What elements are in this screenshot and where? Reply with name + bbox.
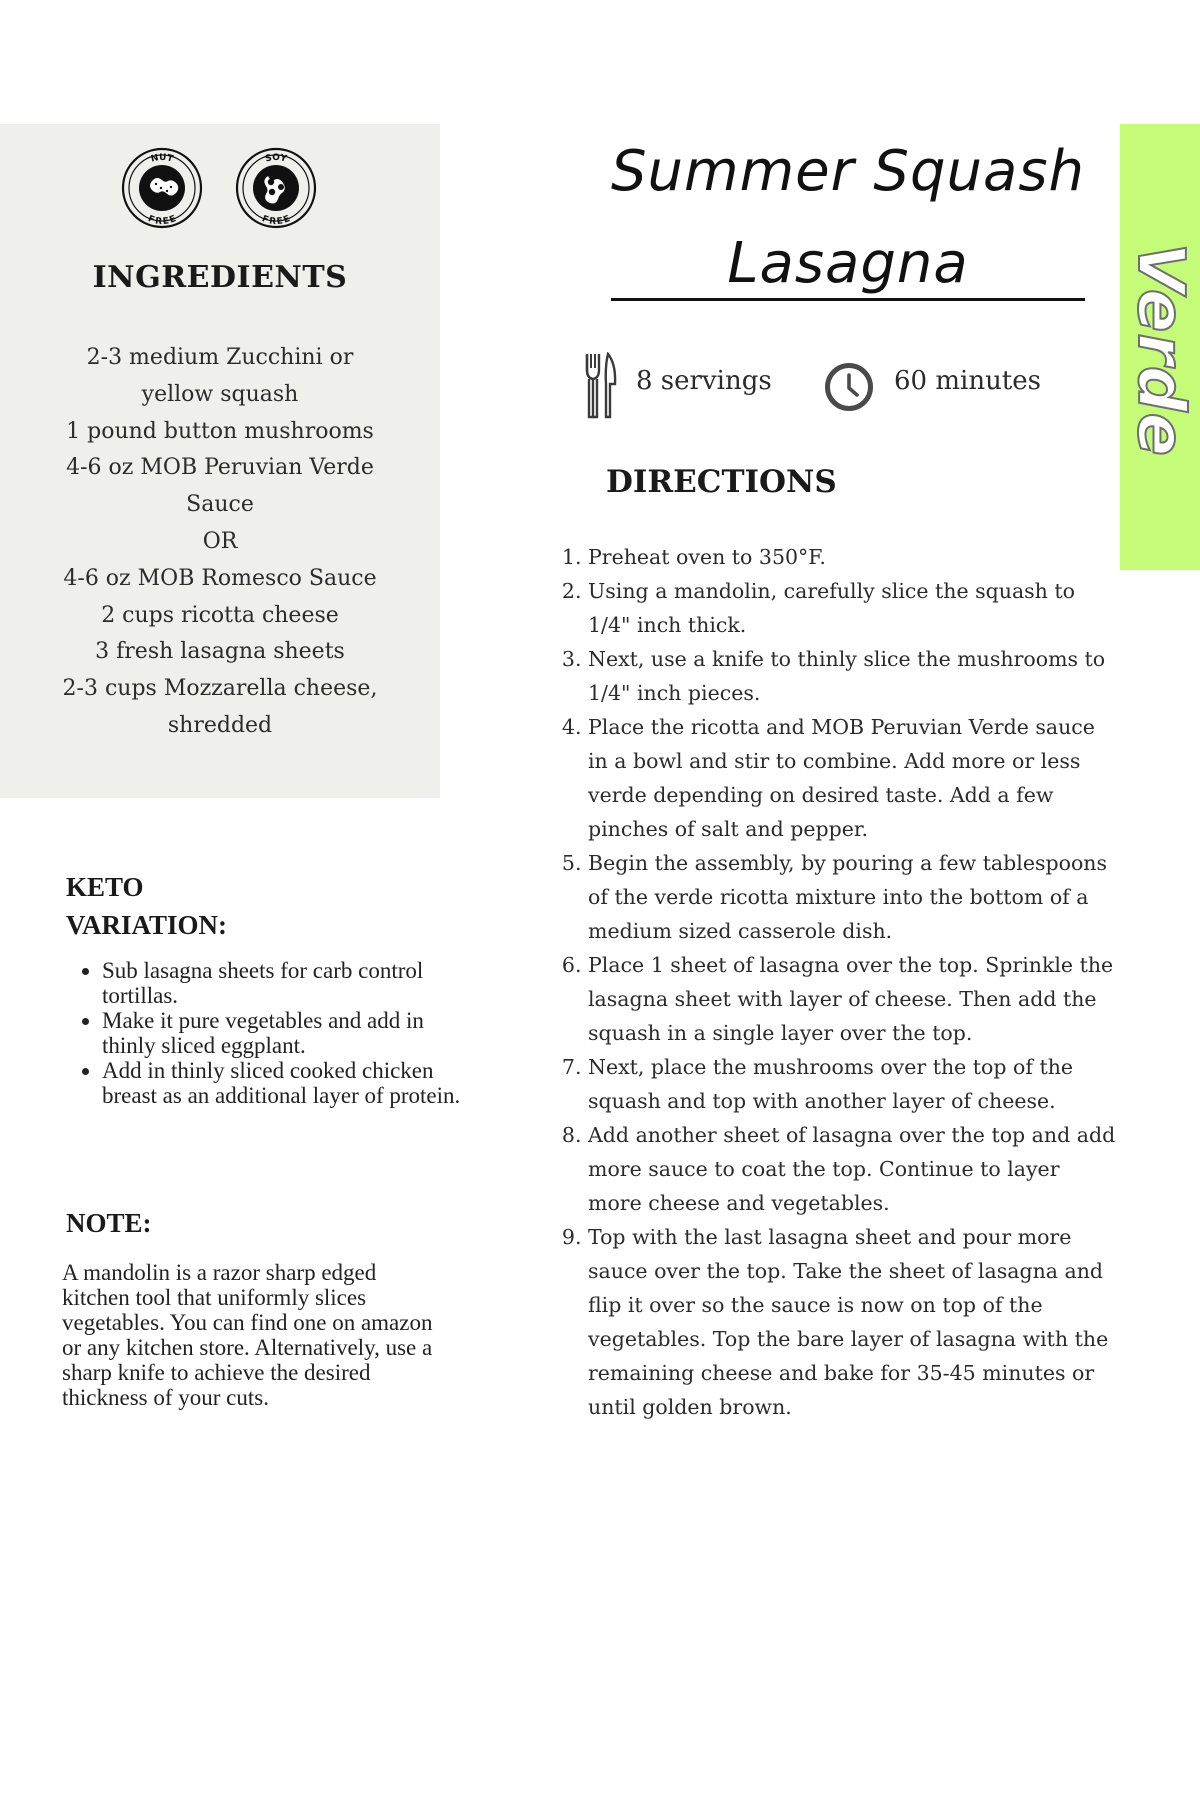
svg-text:FREE: [260, 214, 291, 227]
ingredient-line: 3 fresh lasagna sheets: [95, 639, 345, 665]
time-label: 60 minutes: [894, 366, 1041, 396]
direction-step: 5. Begin the assembly, by pouring a few tablespoons of the verde ricotta mixture into the bottom of a medium sized casserole dish.: [588, 846, 1116, 948]
recipe-title-line: Summer Squash: [611, 139, 1085, 204]
direction-step: 7. Next, place the mushrooms over the top of the squash and top with another layer of cheese.: [588, 1050, 1116, 1118]
fork-knife-icon: [584, 352, 618, 420]
keto-list-item: • Make it pure vegetables and add in thinly sliced eggplant.: [102, 1008, 474, 1058]
soy-free-badge: [234, 146, 318, 230]
direction-step: 3. Next, use a knife to thinly slice the mushrooms to 1/4" inch pieces.: [588, 642, 1116, 710]
ingredients-list: [40, 340, 400, 745]
ingredient-line: 2 cups ricotta cheese: [101, 602, 339, 628]
ingredient-line: 2-3 medium Zucchini or: [86, 345, 354, 370]
keto-variation-list: [66, 958, 474, 1108]
svg-text:SOY: [264, 153, 288, 165]
nut-free-badge: [120, 146, 204, 230]
ingredient-line: OR: [202, 528, 238, 554]
clock-icon: [824, 362, 874, 412]
direction-step: 1. Preheat oven to 350°F.: [588, 540, 1116, 574]
direction-step: 9. Top with the last lasagna sheet and pour more sauce over the top. Take the sheet of lasagna and flip it over so the sauce is now on top of the vegetables. Top the bare layer of lasagna with the remaining cheese and bake for 35-45 minutes or until golden brown.: [588, 1220, 1116, 1424]
direction-step: 2. Using a mandolin, carefully slice the squash to 1/4" inch thick.: [588, 574, 1116, 642]
keto-heading-line: KETO: [66, 872, 144, 902]
keto-heading-line: VARIATION:: [66, 910, 228, 940]
svg-text:NUT: [150, 153, 175, 165]
ingredients-heading: INGREDIENTS: [92, 260, 348, 295]
soy-badge-bottom-text: FREE: [260, 214, 292, 228]
direction-step: 4. Place the ricotta and MOB Peruvian Verde sauce in a bowl and stir to combine. Add more or less verde depending on desired taste. Add a few pinches of salt and pepper.: [588, 710, 1116, 846]
ingredient-line: shredded: [167, 712, 273, 738]
directions-list: [558, 540, 1116, 1424]
ingredient-line: yellow squash: [141, 381, 299, 407]
note-body: A mandolin is a razor sharp edged kitchen tool that uniformly slices vegetables. You can find one on amazon or any kitchen store. Alternatively, use a sharp knife to achieve the desired thickness of your cuts.: [62, 1260, 433, 1410]
direction-step: 6. Place 1 sheet of lasagna over the top. Sprinkle the lasagna sheet with layer of cheese. Then add the squash in a single layer over the top.: [588, 948, 1116, 1050]
ingredient-line: 2-3 cups Mozzarella cheese,: [62, 676, 378, 702]
nut-badge-bottom-text: FREE: [146, 214, 178, 228]
svg-text:FREE: [146, 214, 177, 227]
note-heading: NOTE:: [66, 1208, 152, 1238]
soy-badge-top-text: SOY: [264, 152, 288, 165]
keto-list-item: • Sub lasagna sheets for carb control tortillas.: [102, 958, 474, 1008]
ingredients-panel: [0, 124, 440, 798]
recipe-title: [610, 126, 1086, 310]
direction-step: 8. Add another sheet of lasagna over the top and add more sauce to coat the top. Continue to layer more cheese and vegetables.: [588, 1118, 1116, 1220]
allergen-badges: [0, 146, 440, 236]
ingredient-line: Sauce: [186, 492, 254, 518]
keto-variation-heading: [66, 868, 266, 944]
recipe-title-line: Lasagna: [727, 231, 969, 296]
directions-heading: DIRECTIONS: [606, 464, 837, 500]
verde-tab-label: Verde: [1123, 242, 1197, 458]
ingredient-line: 1 pound button mushrooms: [66, 418, 374, 444]
title-underline: [611, 298, 1085, 301]
servings-label: 8 servings: [636, 366, 772, 396]
ingredient-line: 4-6 oz MOB Peruvian Verde: [66, 455, 374, 481]
keto-list-item: • Add in thinly sliced cooked chicken breast as an additional layer of protein.: [102, 1058, 474, 1108]
nut-badge-top-text: NUT: [150, 152, 175, 165]
ingredient-line: 4-6 oz MOB Romesco Sauce: [63, 565, 377, 591]
